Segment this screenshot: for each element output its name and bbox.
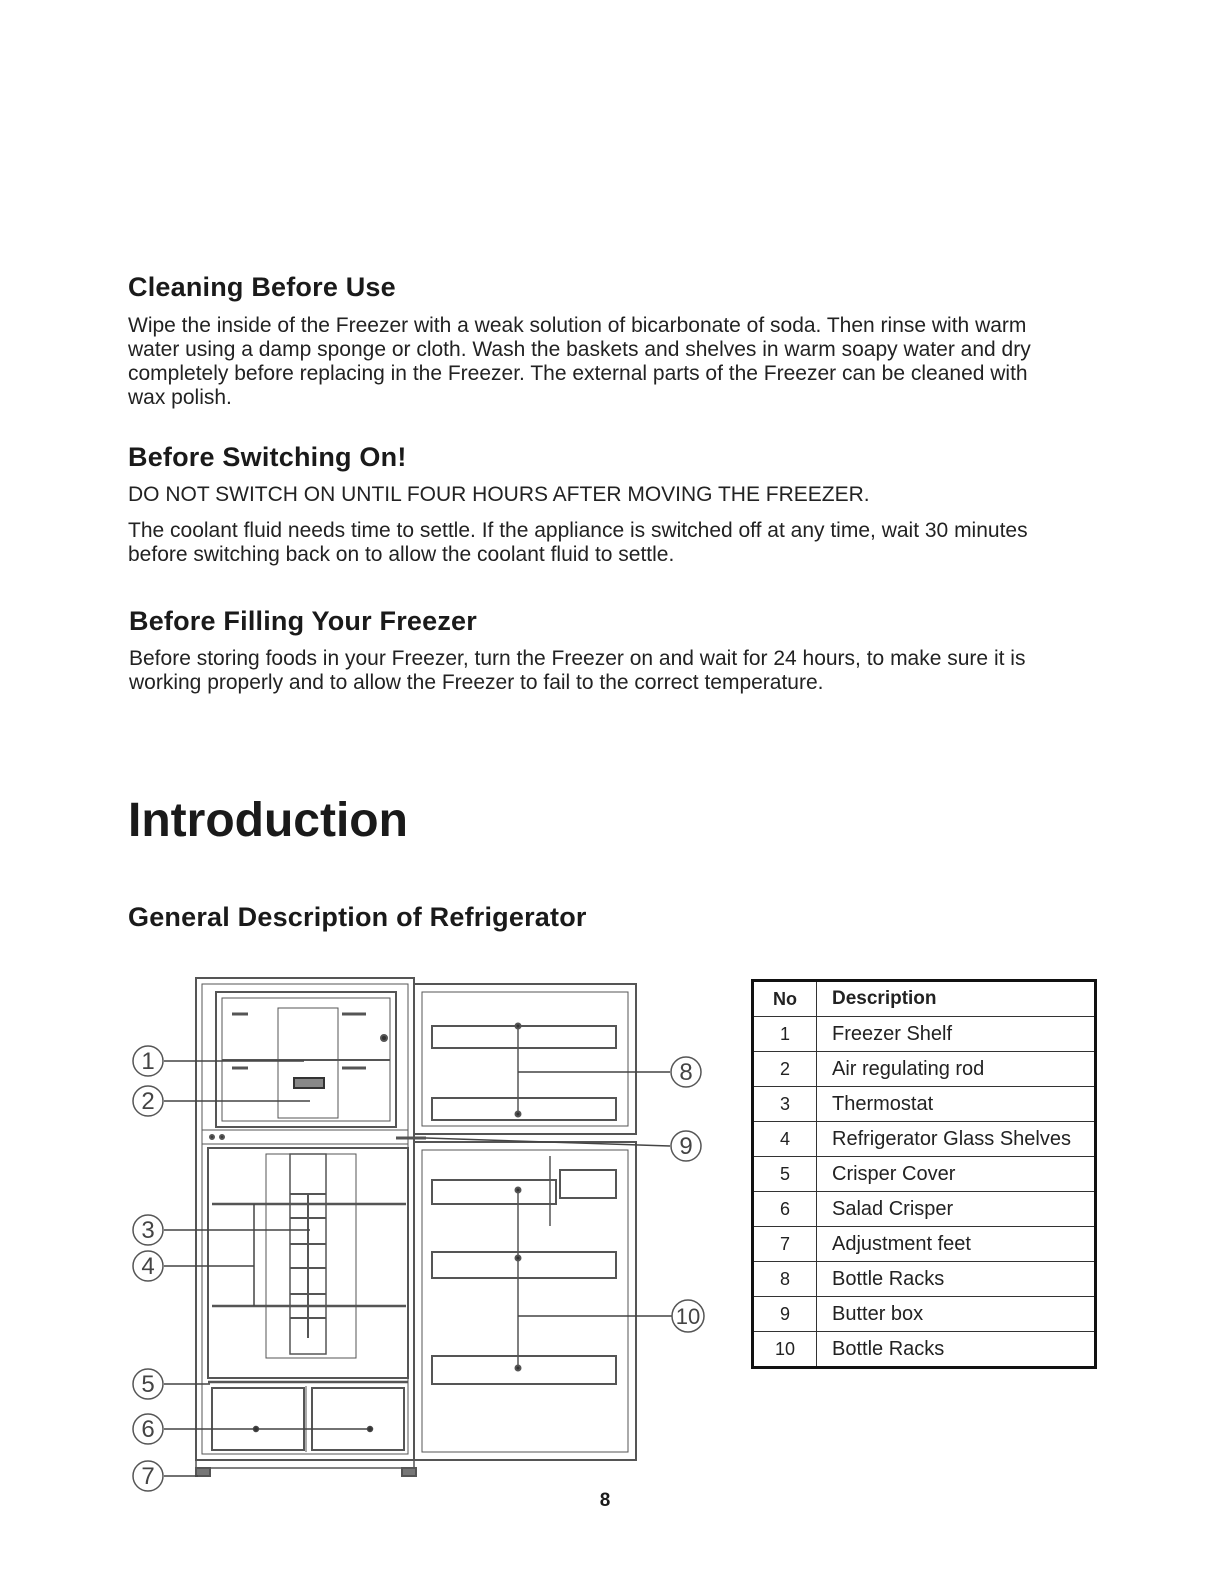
callout-3 xyxy=(133,1215,163,1245)
cell-no: 10 xyxy=(753,1332,817,1368)
table-row xyxy=(753,1332,1096,1368)
table-row xyxy=(753,1122,1096,1157)
cell-description: Bottle Racks xyxy=(817,1332,1096,1368)
cell-no: 7 xyxy=(753,1227,817,1262)
callout-10 xyxy=(672,1300,704,1332)
table-row xyxy=(753,1297,1096,1332)
butter-box-shape xyxy=(560,1170,616,1198)
cell-no: 3 xyxy=(753,1087,817,1122)
table-row xyxy=(753,1017,1096,1052)
header-description: Description xyxy=(817,981,1096,1017)
cell-description: Thermostat xyxy=(817,1087,1096,1122)
cell-description: Refrigerator Glass Shelves xyxy=(817,1122,1096,1157)
svg-text:6: 6 xyxy=(141,1416,155,1443)
svg-text:9: 9 xyxy=(679,1133,693,1160)
callout-9 xyxy=(671,1131,701,1161)
switching-paragraph: The coolant fluid needs time to settle. If the appliance is switched off at any time, wait 30 minutes before switching back on to allow the coolant fluid to settle. xyxy=(128,519,1028,566)
cleaning-heading: Cleaning Before Use xyxy=(128,272,396,302)
cell-no: 5 xyxy=(753,1157,817,1192)
svg-text:8: 8 xyxy=(679,1059,693,1086)
switching-heading: Before Switching On! xyxy=(128,442,407,472)
svg-text:5: 5 xyxy=(141,1371,155,1398)
cell-no: 1 xyxy=(753,1017,817,1052)
cell-no: 2 xyxy=(753,1052,817,1087)
table-header-row xyxy=(753,981,1096,1017)
callout-1 xyxy=(133,1046,163,1076)
cell-no: 8 xyxy=(753,1262,817,1297)
introduction-title: Introduction xyxy=(128,794,408,847)
table-row xyxy=(753,1192,1096,1227)
svg-text:3: 3 xyxy=(141,1217,155,1244)
cell-no: 6 xyxy=(753,1192,817,1227)
parts-table xyxy=(751,979,1097,1369)
fridge-door xyxy=(414,1142,636,1460)
callout-5 xyxy=(133,1369,163,1399)
cell-description: Air regulating rod xyxy=(817,1052,1096,1087)
table-row xyxy=(753,1052,1096,1087)
svg-text:4: 4 xyxy=(141,1253,155,1280)
table-row xyxy=(753,1157,1096,1192)
cell-description: Adjustment feet xyxy=(817,1227,1096,1262)
callout-4 xyxy=(133,1251,163,1281)
table-row xyxy=(753,1227,1096,1262)
cleaning-paragraph: Wipe the inside of the Freezer with a weak solution of bicarbonate of soda. Then rinse with warm water using a damp sponge or cloth. Wash the baskets and shelves in warm soapy water and dry completely before replacing in the Freezer. The external parts of the Freezer can be cleaned with wax polish. xyxy=(128,314,1031,409)
callout-2 xyxy=(133,1086,163,1116)
svg-text:1: 1 xyxy=(141,1048,155,1075)
cell-description: Crisper Cover xyxy=(817,1157,1096,1192)
refrigerator-diagram xyxy=(126,968,716,1500)
header-no: No xyxy=(753,981,817,1017)
freezer-door xyxy=(414,984,636,1134)
filling-heading: Before Filling Your Freezer xyxy=(129,606,477,636)
switching-warning: DO NOT SWITCH ON UNTIL FOUR HOURS AFTER MOVING THE FREEZER. xyxy=(128,483,870,506)
cell-description: Butter box xyxy=(817,1297,1096,1332)
table-row xyxy=(753,1087,1096,1122)
cell-no: 9 xyxy=(753,1297,817,1332)
filling-paragraph: Before storing foods in your Freezer, turn the Freezer on and wait for 24 hours, to make sure it is working properly and to allow the Freezer to fail to the correct temperature. xyxy=(129,647,1026,694)
svg-text:2: 2 xyxy=(141,1088,155,1115)
page-number: 8 xyxy=(599,1490,611,1511)
cell-description: Salad Crisper xyxy=(817,1192,1096,1227)
table-row xyxy=(753,1262,1096,1297)
cell-description: Freezer Shelf xyxy=(817,1017,1096,1052)
cell-description: Bottle Racks xyxy=(817,1262,1096,1297)
callout-7 xyxy=(133,1461,163,1491)
callout-8 xyxy=(671,1057,701,1087)
general-description-heading: General Description of Refrigerator xyxy=(128,902,587,932)
svg-text:10: 10 xyxy=(675,1304,701,1329)
svg-text:7: 7 xyxy=(141,1463,155,1490)
callout-6 xyxy=(133,1414,163,1444)
cell-no: 4 xyxy=(753,1122,817,1157)
